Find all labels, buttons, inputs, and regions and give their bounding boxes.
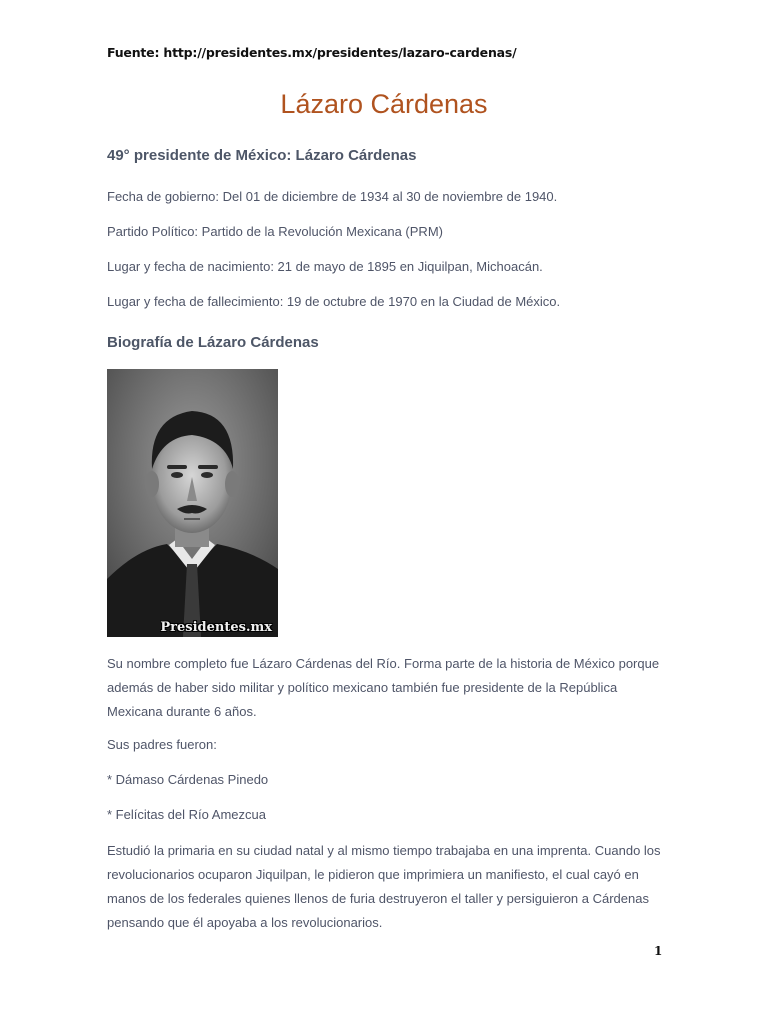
parent-item-1: * Dámaso Cárdenas Pinedo — [107, 772, 269, 787]
parents-intro: Sus padres fueron: — [107, 737, 217, 752]
fact-death: Lugar y fecha de fallecimiento: 19 de octubre de 1970 en la Ciudad de México. — [107, 294, 561, 309]
portrait-photo — [107, 369, 278, 637]
portrait-illustration — [107, 369, 278, 637]
parent-item-2: * Felícitas del Río Amezcua — [107, 807, 266, 822]
fact-term: Fecha de gobierno: Del 01 de diciembre de 1934 al 30 de noviembre de 1940. — [107, 189, 558, 204]
study-paragraph: Estudió la primaria en su ciudad natal y al mismo tiempo trabajaba en una imprenta. Cuando los revolucionarios ocuparon Jiquilpan, le pidieron que imprimiera un manifiesto, el cual cayó en manos de los federales quienes llenos de furia destruyeron el taller y persiguieron a Cárdenas pensando que él apoyaba a los revolucionarios. — [107, 843, 661, 930]
fact-birth: Lugar y fecha de nacimiento: 21 de mayo de 1895 en Jiquilpan, Michoacán. — [107, 259, 543, 274]
page-number: 1 — [654, 944, 663, 958]
biography-heading: Biografía de Lázaro Cárdenas — [107, 334, 319, 351]
portrait-watermark: Presidentes.mx — [160, 620, 272, 635]
page-title: Lázaro Cárdenas — [280, 89, 488, 119]
fact-party: Partido Político: Partido de la Revolución Mexicana (PRM) — [107, 224, 443, 239]
intro-paragraph: Su nombre completo fue Lázaro Cárdenas del Río. Forma parte de la historia de México porque además de haber sido militar y político mexicano también fue presidente de la República Mexicana durante 6 años. — [107, 656, 660, 719]
source-line: Fuente: http://presidentes.mx/presidentes/lazaro-cardenas/ — [107, 45, 517, 60]
president-heading: 49° presidente de México: Lázaro Cárdenas — [107, 147, 417, 164]
